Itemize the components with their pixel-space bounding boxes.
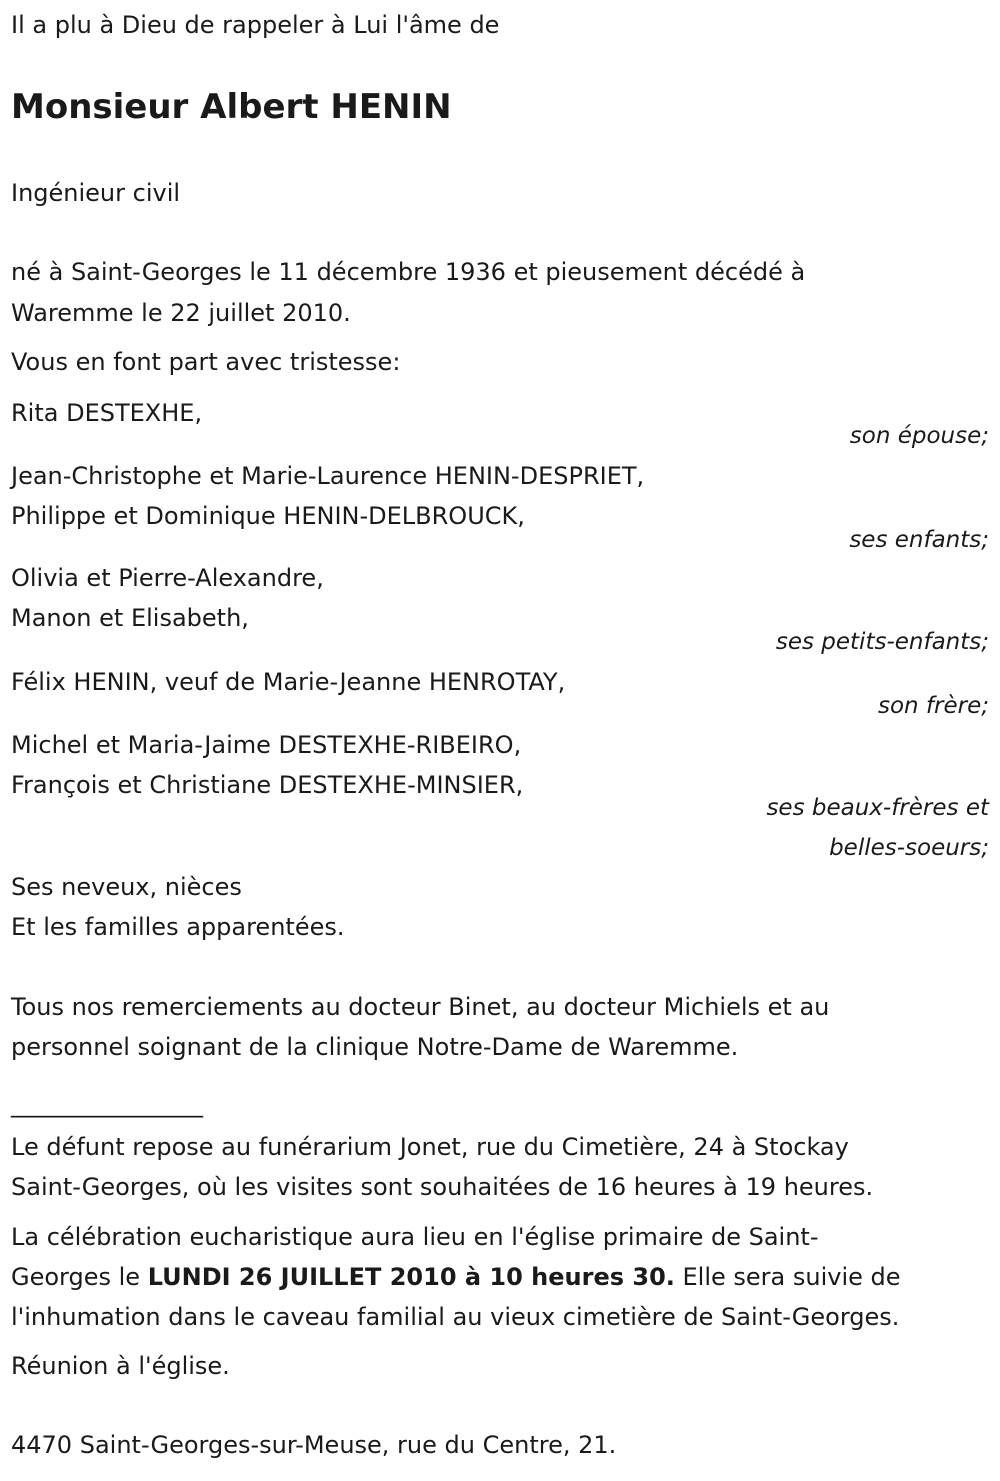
family-name: Michel et Maria-Jaime DESTEXHE-RIBEIRO, [11,731,522,759]
ceremony-text: Elle sera suivie de [674,1263,901,1291]
family-relation: belles-soeurs; [829,835,989,861]
family-name: Manon et Elisabeth, [11,604,249,632]
family-name: Jean-Christophe et Marie-Laurence HENIN-DESPRIET, [11,462,645,490]
ceremony-line: La célébration eucharistique aura lieu en l'église primaire de Saint- [11,1223,819,1251]
family-relation: ses enfants; [849,527,989,553]
family-relation: ses beaux-frères et [766,795,989,821]
thanks-line: Tous nos remerciements au docteur Binet, au docteur Michiels et au [11,993,830,1021]
family-name: Olivia et Pierre-Alexandre, [11,564,324,592]
rest-line: Le défunt repose au funérarium Jonet, rue du Cimetière, 24 à Stockay [11,1133,849,1161]
others-line: Ses neveux, nièces [11,873,242,901]
thanks-line: personnel soignant de la clinique Notre-Dame de Waremme. [11,1033,739,1061]
family-name: Philippe et Dominique HENIN-DELBROUCK, [11,502,525,530]
ceremony-line [11,1261,901,1293]
intro-text: Il a plu à Dieu de rappeler à Lui l'âme de [11,11,500,39]
family-relation: son frère; [877,693,989,719]
announce-text: Vous en font part avec tristesse: [11,348,401,376]
ceremony-line: l'inhumation dans le caveau familial au vieux cimetière de Saint-Georges. [11,1303,900,1331]
separator: ________________ [11,1090,203,1118]
birth-death-line: Waremme le 22 juillet 2010. [11,299,351,327]
profession: Ingénieur civil [11,179,181,207]
ceremony-text: Georges le [11,1263,148,1291]
meeting-text: Réunion à l'église. [11,1352,230,1380]
deceased-name: Monsieur Albert HENIN [11,87,452,127]
ceremony-date: LUNDI 26 JUILLET 2010 à 10 heures 30. [147,1263,675,1291]
rest-line: Saint-Georges, où les visites sont souhaitées de 16 heures à 19 heures. [11,1173,874,1201]
family-name: François et Christiane DESTEXHE-MINSIER, [11,771,524,799]
family-relation: ses petits-enfants; [775,629,989,655]
birth-death-line: né à Saint-Georges le 11 décembre 1936 et pieusement décédé à [11,258,806,286]
family-name: Félix HENIN, veuf de Marie-Jeanne HENROTAY, [11,668,566,696]
family-name: Rita DESTEXHE, [11,399,203,427]
others-line: Et les familles apparentées. [11,913,345,941]
family-relation: son épouse; [849,423,989,449]
address-text: 4470 Saint-Georges-sur-Meuse, rue du Centre, 21. [11,1431,617,1459]
